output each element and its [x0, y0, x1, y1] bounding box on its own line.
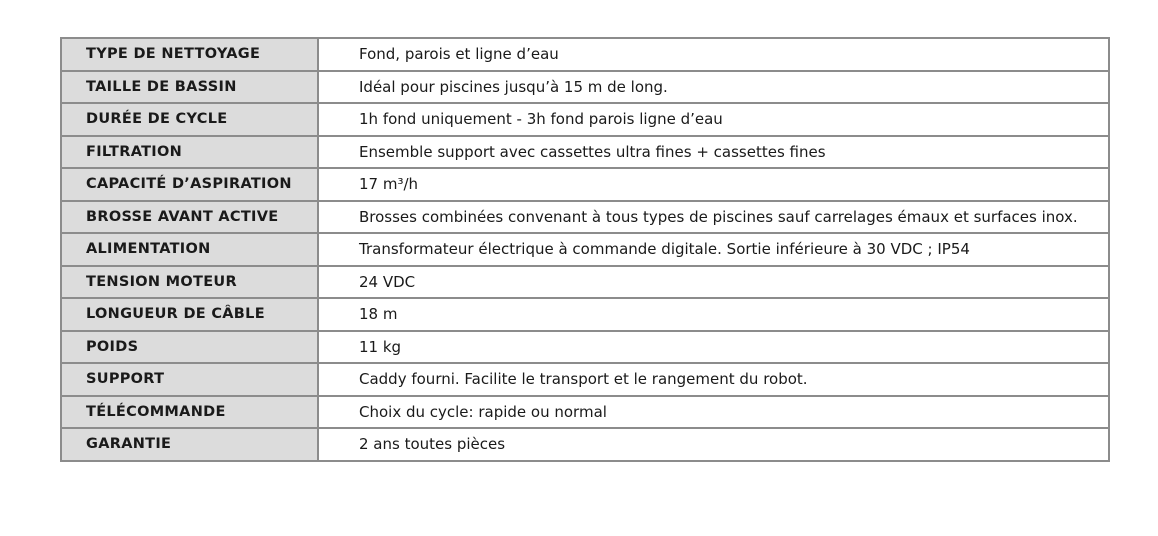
spec-value: Idéal pour piscines jusqu’à 15 m de long. — [318, 71, 1109, 104]
spec-value: Fond, parois et ligne d’eau — [318, 38, 1109, 71]
spec-value: 1h fond uniquement - 3h fond parois ligne d’eau — [318, 103, 1109, 136]
spec-label: POIDS — [61, 331, 318, 364]
table-row — [61, 168, 1109, 201]
spec-value: 24 VDC — [318, 266, 1109, 299]
spec-label: FILTRATION — [61, 136, 318, 169]
spec-value: Ensemble support avec cassettes ultra fines + cassettes fines — [318, 136, 1109, 169]
spec-value: 18 m — [318, 298, 1109, 331]
table-row — [61, 103, 1109, 136]
table-row — [61, 71, 1109, 104]
table-row — [61, 266, 1109, 299]
table-row — [61, 331, 1109, 364]
table-row — [61, 298, 1109, 331]
spec-label: DURÉE DE CYCLE — [61, 103, 318, 136]
spec-label: TÉLÉCOMMANDE — [61, 396, 318, 429]
spec-label: CAPACITÉ D’ASPIRATION — [61, 168, 318, 201]
spec-value: Transformateur électrique à commande digitale. Sortie inférieure à 30 VDC ; IP54 — [318, 233, 1109, 266]
spec-table — [60, 37, 1110, 462]
spec-label: SUPPORT — [61, 363, 318, 396]
spec-label: TENSION MOTEUR — [61, 266, 318, 299]
table-row — [61, 233, 1109, 266]
spec-value: Brosses combinées convenant à tous types de piscines sauf carrelages émaux et surfaces inox. — [318, 201, 1109, 234]
spec-label: TYPE DE NETTOYAGE — [61, 38, 318, 71]
spec-value: 2 ans toutes pièces — [318, 428, 1109, 461]
spec-label: BROSSE AVANT ACTIVE — [61, 201, 318, 234]
table-row — [61, 363, 1109, 396]
table-row — [61, 428, 1109, 461]
spec-value: Choix du cycle: rapide ou normal — [318, 396, 1109, 429]
table-row — [61, 38, 1109, 71]
spec-label: LONGUEUR DE CÂBLE — [61, 298, 318, 331]
spec-value: 11 kg — [318, 331, 1109, 364]
spec-value: Caddy fourni. Facilite le transport et le rangement du robot. — [318, 363, 1109, 396]
table-row — [61, 136, 1109, 169]
spec-value: 17 m³/h — [318, 168, 1109, 201]
table-row — [61, 396, 1109, 429]
spec-label: GARANTIE — [61, 428, 318, 461]
spec-label: ALIMENTATION — [61, 233, 318, 266]
spec-label: TAILLE DE BASSIN — [61, 71, 318, 104]
table-row — [61, 201, 1109, 234]
